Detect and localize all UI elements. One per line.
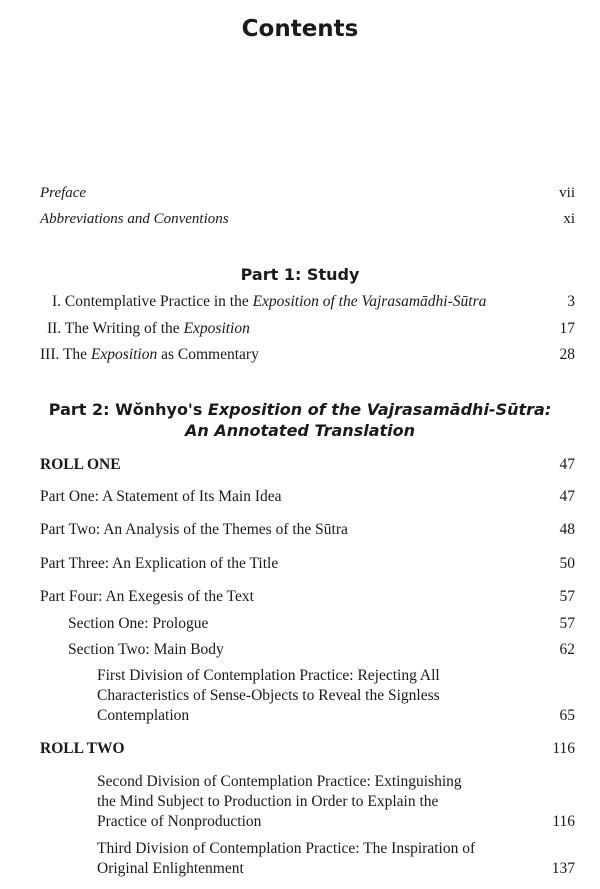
toc-page-number: 116	[552, 740, 575, 757]
toc-entry-roll-one[interactable]	[40, 455, 575, 475]
toc-entry-label: Part Two: An Analysis of the Themes of the Sūtra	[40, 521, 348, 538]
toc-page-number: 137	[551, 860, 575, 877]
toc-entry-label: II. The Writing of the Exposition	[47, 320, 250, 337]
toc-entry-label: Second Division of Contemplation Practice: Extinguishing the Mind Subject to Production in Order to Explain the Practice of Nonproduction	[97, 773, 462, 830]
toc-entry-part-three[interactable]	[40, 554, 575, 574]
toc-page-number: 47	[559, 488, 575, 505]
toc-page-number: 62	[559, 641, 575, 658]
toc-entry-section-one[interactable]	[68, 614, 575, 634]
toc-entry-label: Abbreviations and Conventions	[40, 211, 229, 227]
toc-entry-label: Section One: Prologue	[68, 615, 209, 632]
part1-heading: Part 1: Study	[240, 265, 360, 284]
toc-page-number: 50	[559, 555, 575, 572]
toc-page-number: xi	[563, 211, 575, 227]
toc-page-number: 28	[559, 346, 575, 363]
toc-entry-abbreviations[interactable]	[40, 209, 575, 229]
toc-entry-part-two[interactable]	[40, 520, 575, 540]
toc-page-number: 17	[559, 320, 575, 337]
toc-entry-label: First Division of Contemplation Practice: Rejecting All Characteristics of Sense-Objects to Reveal the Signless Contemplation	[97, 667, 440, 724]
toc-entry-label: Part One: A Statement of Its Main Idea	[40, 488, 282, 505]
toc-page-number: vii	[559, 185, 575, 201]
toc-entry-part-four[interactable]	[40, 587, 575, 607]
part2-heading: Part 2: Wŏnhyo's Exposition of the Vajrasamādhi-Sūtra:	[48, 400, 552, 419]
toc-entry-label: Third Division of Contemplation Practice: The Inspiration of Original Enlightenment	[97, 840, 476, 877]
toc-entry-chapter-1[interactable]	[52, 292, 575, 312]
toc-entry-label: Part Three: An Explication of the Title	[40, 555, 279, 572]
toc-entry-label: I. Contemplative Practice in the Exposition of the Vajrasamādhi-Sūtra	[52, 293, 487, 310]
toc-page-number: 57	[559, 588, 575, 605]
toc-entry-section-two[interactable]	[68, 640, 575, 660]
toc-entry-label: ROLL TWO	[40, 740, 125, 757]
page-title: Contents	[241, 16, 359, 42]
toc-entry-label: Preface	[40, 185, 87, 201]
toc-page-number: 48	[559, 521, 575, 538]
toc-entry-roll-two[interactable]	[40, 739, 575, 759]
toc-entry-chapter-3[interactable]	[40, 345, 575, 365]
toc-entry-second-division[interactable]	[97, 772, 575, 832]
toc-page-number: 116	[552, 813, 575, 830]
toc-page-number: 47	[559, 456, 575, 473]
toc-entry-third-division[interactable]	[97, 839, 575, 879]
toc-entry-first-division[interactable]	[97, 666, 575, 726]
toc-entry-label: Section Two: Main Body	[68, 641, 224, 658]
toc-entry-label: ROLL ONE	[40, 456, 121, 473]
part2-heading-subtitle: An Annotated Translation	[184, 421, 416, 440]
toc-page-number: 57	[559, 615, 575, 632]
toc-page-number: 3	[567, 293, 575, 310]
toc-entry-preface[interactable]	[40, 183, 575, 203]
toc-entry-part-one[interactable]	[40, 487, 575, 507]
toc-page-number: 65	[559, 707, 575, 724]
toc-entry-chapter-2[interactable]	[47, 319, 575, 339]
toc-entry-label: III. The Exposition as Commentary	[40, 346, 259, 363]
toc-entry-label: Part Four: An Exegesis of the Text	[40, 588, 254, 605]
